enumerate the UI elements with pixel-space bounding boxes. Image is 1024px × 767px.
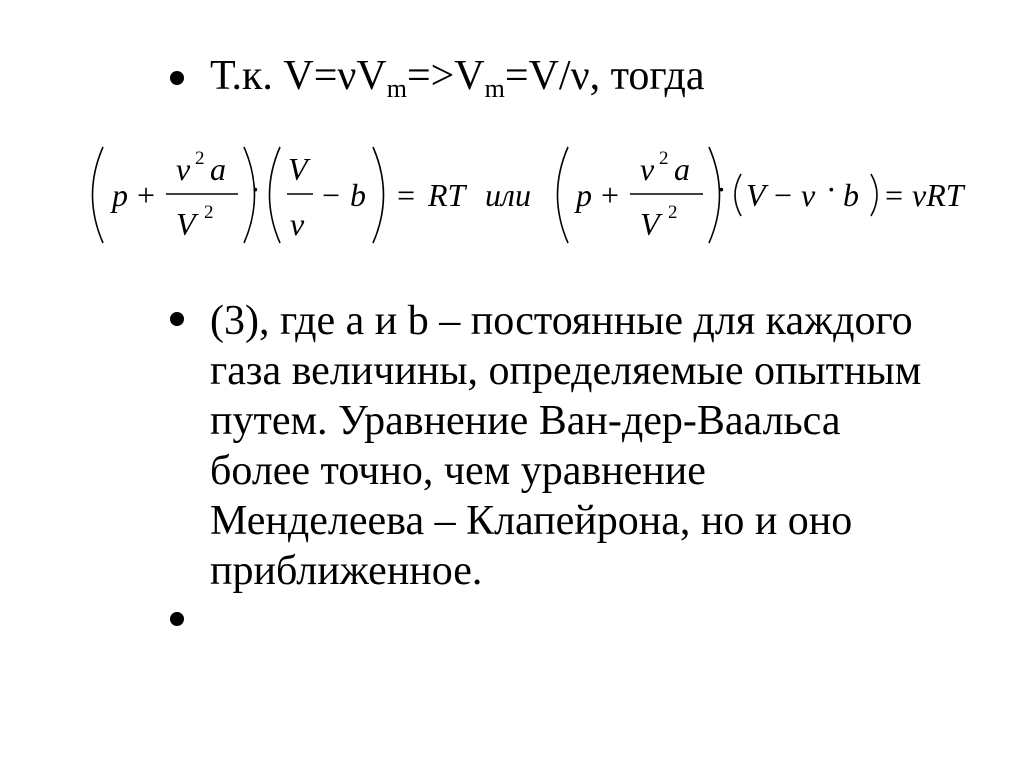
formula-equals-1: =: [397, 177, 416, 213]
formula-p-2: p: [576, 177, 592, 213]
formula-exp-3: 2: [659, 148, 669, 169]
formula-b-1: b: [350, 177, 366, 213]
paragraph-line-5: Менделеева – Клапейрона, но и оно: [210, 498, 853, 544]
line1-part1: Т.к. V=νV: [210, 53, 387, 99]
formula-equals-2: =: [885, 177, 904, 213]
formula-plus-2: +: [601, 177, 620, 213]
line1-part2: =>V: [406, 53, 485, 99]
paren-open-4: [735, 174, 741, 216]
formula-a-2: a: [674, 151, 690, 187]
bullet-2: [170, 312, 184, 326]
formula-a-1: a: [210, 151, 226, 187]
line1-sub1: m: [386, 74, 407, 103]
formula-plus-1: +: [137, 177, 156, 213]
paren-open-2: [270, 147, 281, 243]
formula-exp-2: 2: [204, 202, 214, 223]
formula-dot-3: ·: [826, 171, 837, 207]
paren-close-4: [871, 174, 877, 216]
formula-p-1: p: [112, 177, 128, 213]
formula-nu-4: ν: [801, 177, 816, 213]
formula-RT: RT: [428, 177, 466, 213]
description-paragraph: [210, 296, 1010, 596]
line1-part3: =V/ν, тогда: [504, 53, 705, 99]
formula-V-1: V: [176, 206, 196, 242]
paragraph-line-4: более точно, чем уравнение: [210, 448, 706, 494]
formula-minus-2: −: [774, 177, 793, 213]
bullet-3: [170, 612, 184, 626]
paragraph-line-6: приближенное.: [210, 548, 483, 594]
paragraph-line-2: газа величины, определяемые опытным: [210, 348, 922, 394]
formula-V-4: V: [746, 177, 766, 213]
formula-b-2: b: [843, 177, 859, 213]
paren-open-3: [558, 147, 569, 243]
paragraph-line-1: (3), где a и b – постоянные для каждого: [210, 298, 913, 344]
formula-exp-1: 2: [195, 148, 205, 169]
formula-nu-1: ν: [176, 151, 191, 187]
formula-dot-2: ·: [716, 171, 727, 207]
formula-nuRT: νRT: [912, 177, 964, 213]
formula-ili: или: [485, 177, 531, 213]
paren-open-1: [93, 147, 104, 243]
formula-exp-4: 2: [668, 202, 678, 223]
formula-V-3: V: [640, 206, 660, 242]
formula-minus-1: −: [322, 177, 341, 213]
paren-close-2: [373, 147, 384, 243]
paragraph-line-3: путем. Уравнение Ван-дер-Ваальса: [210, 398, 841, 444]
formula-V-2: V: [288, 151, 308, 187]
formula-nu-2: ν: [290, 206, 305, 242]
formula-dot-1: ·: [250, 171, 261, 207]
formula-nu-3: ν: [640, 151, 655, 187]
line1-sub2: m: [484, 74, 505, 103]
